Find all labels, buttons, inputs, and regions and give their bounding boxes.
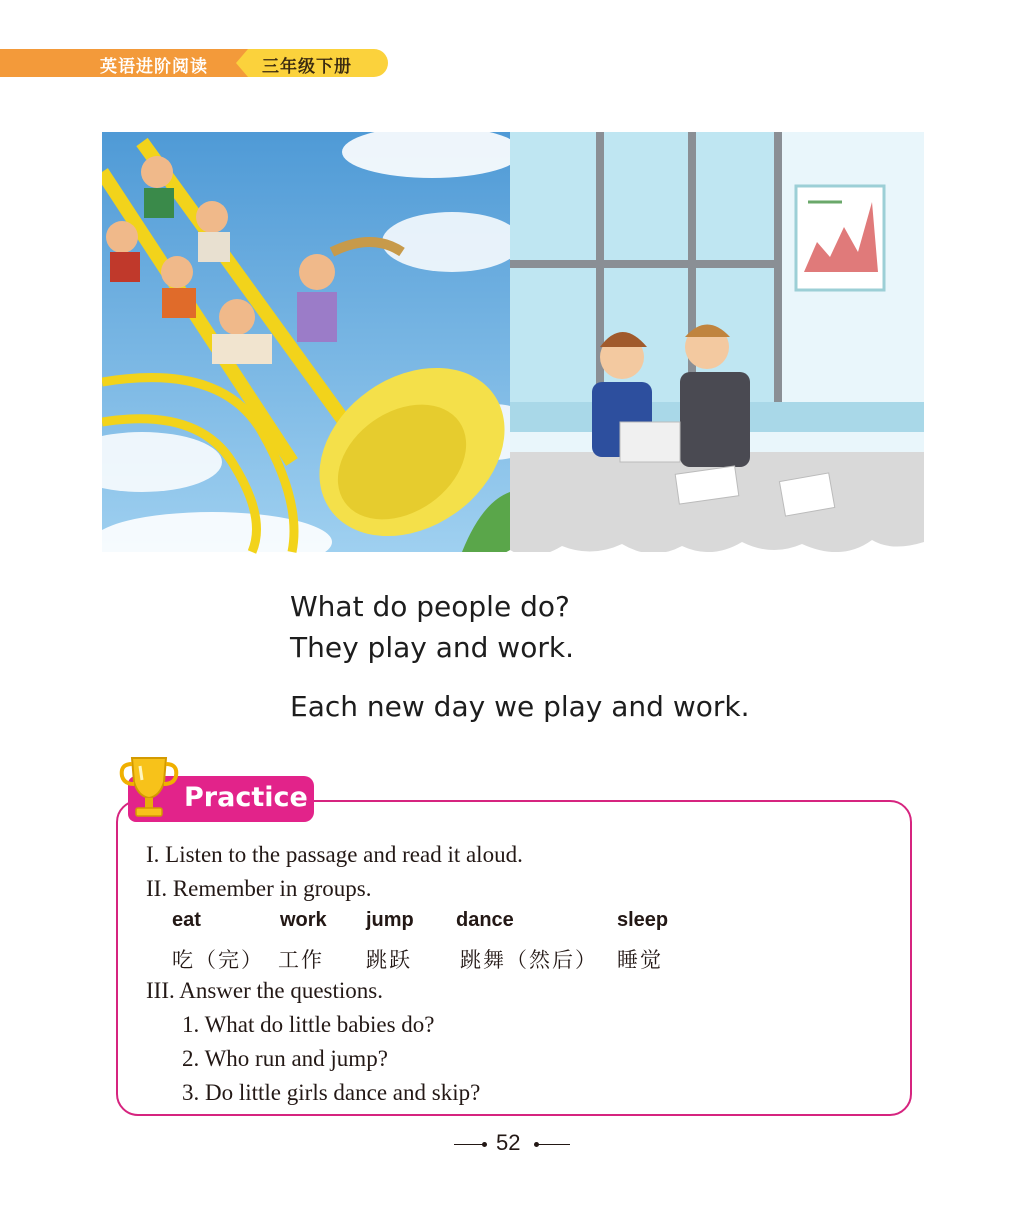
practice-item-1: I. Listen to the passage and read it aloud. [146,842,523,867]
passage-line-3: Each new day we play and work. [290,690,750,723]
practice-label: Practice [184,782,308,813]
question-3: 3. Do little girls dance and skip? [182,1080,481,1105]
practice-item-3: III. Answer the questions. [146,978,383,1003]
illustration [102,132,924,577]
question-2: 2. Who run and jump? [182,1046,388,1071]
word-work: work [280,909,327,931]
office-scene [510,132,924,552]
question-1: 1. What do little babies do? [182,1012,435,1037]
passage-line-1: What do people do? [290,590,570,623]
word-eat: eat [172,909,201,931]
trophy-icon [118,752,180,822]
cn-dance: 跳舞（然后） [460,948,598,972]
cn-eat: 吃（完） [172,948,264,972]
page-number-footer [0,1130,1024,1160]
word-dance: dance [456,909,514,931]
cn-jump: 跳跃 [366,948,412,972]
practice-item-2: II. Remember in groups. [146,876,372,901]
passage-line-2: They play and work. [290,631,574,664]
page-number-left-rule [454,1144,484,1145]
grade-label: 三年级下册 [262,57,352,77]
book-title: 英语进阶阅读 [100,57,208,77]
cn-sleep: 睡觉 [617,948,663,972]
header-banner [0,46,400,80]
word-sleep: sleep [617,909,669,931]
page-number: 52 [496,1130,521,1155]
page-number-right-rule [538,1144,570,1145]
roller-coaster-scene [102,132,542,572]
word-jump: jump [366,909,414,931]
cn-work: 工作 [278,948,324,972]
page-number-left-dot [482,1142,487,1147]
